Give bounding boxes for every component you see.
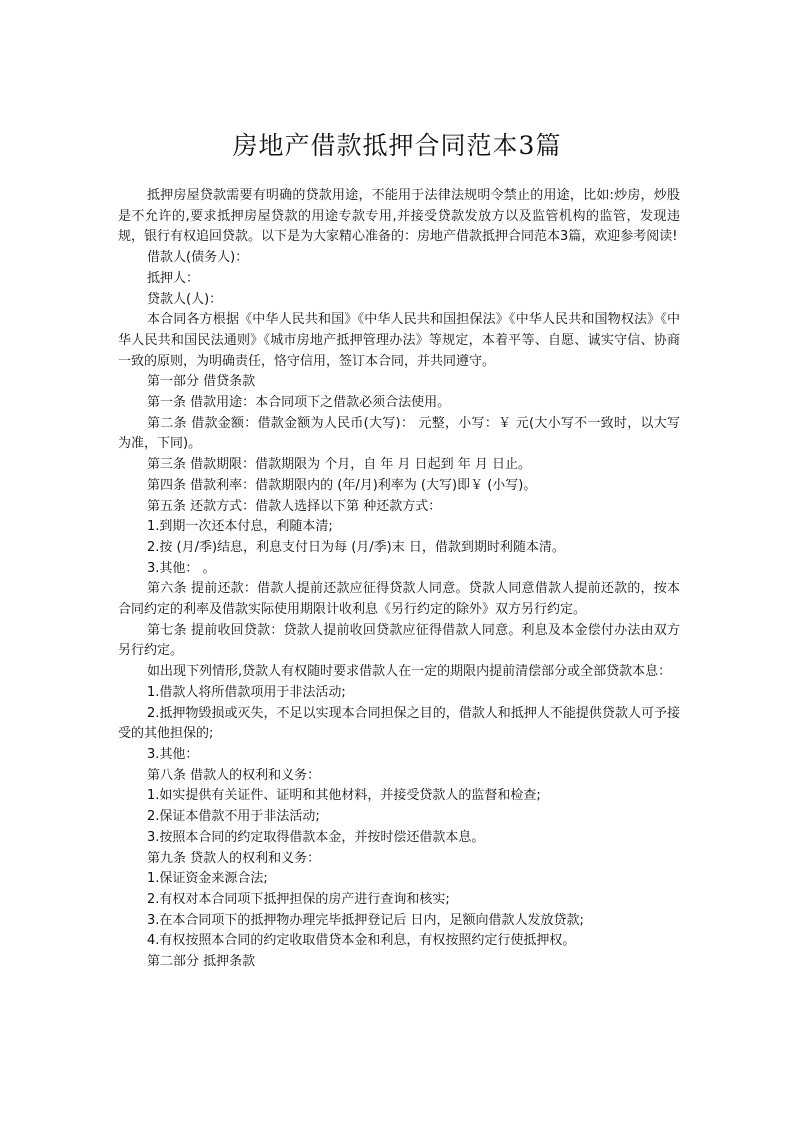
paragraph: 抵押房屋贷款需要有明确的贷款用途，不能用于法律法规明令禁止的用途，比如:炒房，炒股是不允许的,要求抵押房屋贷款的用途专款专用,并接受贷款发放方以及监管机构的监管，发现违规，银行有权追回贷款。以下是为大家精心准备的：房地产借款抵押合同范本3篇，欢迎参考阅读!: [118, 188, 680, 245]
paragraph: 1.保证资金来源合法;: [147, 871, 268, 887]
paragraph: 第一条 借款用途：本合同项下之借款必须合法使用。: [147, 395, 451, 411]
paragraph: 第二条 借款金额：借款金额为人民币(大写)： 元整，小写：￥ 元(大小写不一致时，以大写为准，下同)。: [118, 415, 680, 452]
paragraph: 2.按 (月/季)结息，利息支付日为每 (月/季)末 日，借款到期时利随本清。: [147, 539, 565, 555]
paragraph: 第六条 提前还款：借款人提前还款应征得贷款人同意。贷款人同意借款人提前还款的，按本合同约定的利率及借款实际使用期限计收利息《另行约定的除外》双方另行约定。: [118, 581, 680, 618]
document-body: [118, 186, 680, 973]
paragraph: 第一部分 借贷条款: [147, 374, 256, 390]
paragraph: 1.到期一次还本付息，利随本清;: [147, 519, 333, 535]
paragraph: 2.保证本借款不用于非法活动;: [147, 809, 320, 825]
paragraph: 第八条 借款人的权利和义务：: [147, 767, 321, 783]
paragraph: 2.有权对本合同项下抵押担保的房产进行查询和核实;: [147, 891, 450, 907]
paragraph: 1.如实提供有关证件、证明和其他材料，并接受贷款人的监督和检查;: [147, 788, 541, 804]
paragraph: 抵押人：: [147, 270, 200, 286]
paragraph: 第三条 借款期限：借款期限为 个月，自 年 月 日起到 年 月 日止。: [147, 457, 532, 473]
paragraph: 3.在本合同项下的抵押物办理完毕抵押登记后 日内，足额向借款人发放贷款;: [147, 912, 584, 928]
paragraph: 第二部分 抵押条款: [147, 954, 256, 970]
paragraph: 第五条 还款方式：借款人选择以下第 种还款方式：: [147, 498, 442, 514]
paragraph: 3.按照本合同的约定取得借款本金，并按时偿还借款本息。: [147, 829, 485, 845]
paragraph: 1.借款人将所借款项用于非法活动;: [147, 684, 346, 700]
paragraph: 3.其他： 。: [147, 560, 216, 576]
paragraph: 贷款人(人)：: [147, 291, 223, 307]
paragraph: 2.抵押物毁损或灭失，不足以实现本合同担保之目的，借款人和抵押人不能提供贷款人可予接受的其他担保的;: [118, 705, 680, 742]
paragraph: 本合同各方根据《中华人民共和国》《中华人民共和国担保法》《中华人民共和国物权法》《中华人民共和国民法通则》《城市房地产抵押管理办法》等规定，本着平等、自愿、诚实守信、协商一致的原则，为明确责任，恪守信用，签订本合同，并共同遵守。: [118, 312, 680, 369]
paragraph: 第四条 借款利率：借款期限内的 (年/月)利率为 (大写)即￥ (小写)。: [147, 477, 537, 493]
paragraph: 如出现下列情形,贷款人有权随时要求借款人在一定的期限内提前清偿部分或全部贷款本息：: [147, 664, 672, 680]
paragraph: 第七条 提前收回贷款：贷款人提前收回贷款应征得借款人同意。利息及本金偿付办法由双方另行约定。: [118, 622, 680, 659]
paragraph: 第九条 贷款人的权利和义务：: [147, 850, 321, 866]
paragraph: 3.其他：: [147, 746, 199, 762]
paragraph: 4.有权按照本合同的约定收取借贷本金和利息，有权按照约定行使抵押权。: [147, 933, 576, 949]
page-title: 房地产借款抵押合同范本3篇: [232, 131, 562, 160]
paragraph: 借款人(债务人)：: [147, 250, 249, 266]
